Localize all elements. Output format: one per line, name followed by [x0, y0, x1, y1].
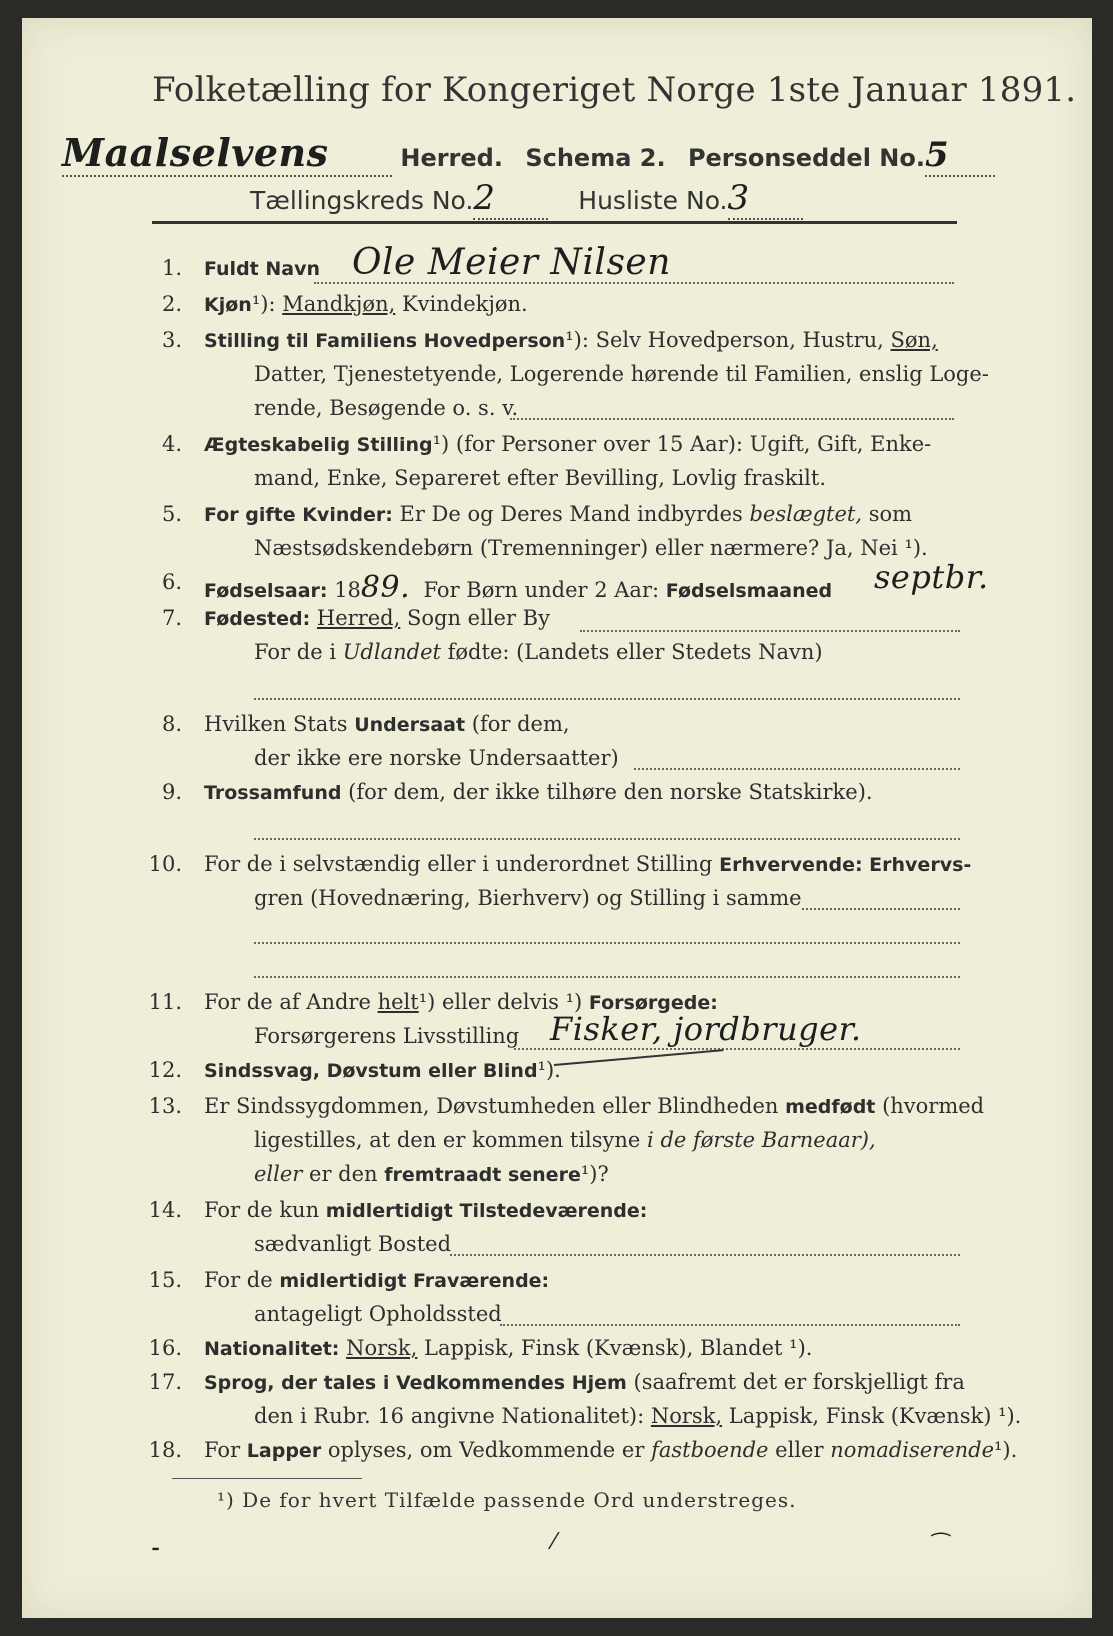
provider-occupation-handwritten: Fisker, jordbruger. [550, 1010, 862, 1048]
question-label: Ægteskabelig Stilling [204, 434, 433, 456]
question-number: 12. [148, 1058, 182, 1082]
question-number: 16. [148, 1336, 182, 1360]
question-label: Forsørgede: [588, 992, 718, 1014]
answer-line [254, 698, 960, 700]
footnote-rule [172, 1478, 362, 1479]
herred-name-handwritten: Maalselvens [62, 130, 392, 177]
question-number: 1. [161, 256, 182, 280]
selected-option: Søn, [890, 328, 938, 352]
selected-option: Herred, [316, 606, 401, 630]
husliste-number-handwritten: 3 [728, 178, 803, 220]
selected-option: helt [377, 990, 419, 1014]
question-number: 3. [161, 328, 182, 352]
question-label: For gifte Kvinder: [204, 504, 393, 526]
full-name-handwritten: Ole Meier Nilsen [352, 242, 671, 283]
question-number: 13. [148, 1094, 182, 1118]
answer-line [314, 282, 954, 284]
taellingskreds-number-handwritten: 2 [473, 178, 548, 220]
schema-label: Schema 2. [525, 144, 666, 172]
question-number: 11. [148, 990, 182, 1014]
question-label: Kjøn [204, 294, 252, 316]
question-number: 7. [161, 606, 182, 630]
margin-mark: ⁃ [150, 1538, 161, 1563]
handwritten-stroke [554, 1049, 724, 1066]
question-number: 8. [161, 712, 182, 736]
answer-line [634, 768, 960, 770]
question-number: 5. [161, 502, 182, 526]
header-line-1 [62, 130, 995, 177]
herred-label: Herred. [400, 144, 503, 172]
question-number: 18. [148, 1438, 182, 1462]
question-label: Sindssvag, Døvstum eller Blind [204, 1060, 538, 1082]
question-label: Sprog, der tales i Vedkommendes Hjem [204, 1372, 627, 1394]
question-number: 17. [148, 1370, 182, 1394]
answer-line [802, 908, 960, 910]
question-label: midlertidigt Fraværende: [279, 1270, 550, 1292]
question-label: Undersaat [354, 714, 466, 736]
answer-line [500, 1324, 960, 1326]
question-number: 4. [161, 432, 182, 456]
selected-option: Norsk, [650, 1404, 723, 1428]
question-label: Fødselsaar: [204, 580, 328, 602]
form-title: Folketælling for Kongeriget Norge 1ste Januar 1891. [152, 70, 1077, 110]
answer-line [580, 630, 960, 632]
question-label: medfødt [785, 1096, 876, 1118]
answer-line [254, 976, 960, 978]
question-label: Lapper [246, 1440, 322, 1462]
question-number: 2. [161, 292, 182, 316]
question-label: Fuldt Navn [204, 258, 321, 280]
personseddel-label: Personseddel No. [687, 144, 925, 172]
question-number: 6. [161, 570, 182, 594]
question-number: 14. [148, 1198, 182, 1222]
selected-option: Mandkjøn, [282, 292, 396, 316]
question-label: midlertidigt Tilstedeværende: [325, 1200, 648, 1222]
personseddel-number-handwritten: 5 [925, 135, 995, 177]
header-rule [152, 221, 957, 224]
question-label: Fødested: [204, 608, 311, 630]
question-number: 15. [148, 1268, 182, 1292]
answer-line [254, 838, 960, 840]
question-label: Trossamfund [204, 782, 342, 804]
husliste-label: Husliste No. [578, 186, 728, 215]
question-label: Stilling til Familiens Hovedperson [204, 330, 566, 352]
margin-mark: ⁄ [552, 1530, 556, 1555]
answer-line [450, 1254, 960, 1256]
footnote: ¹) De for hvert Tilfælde passende Ord understreges. [217, 1488, 797, 1512]
answer-line [254, 942, 960, 944]
question-number: 10. [148, 852, 182, 876]
birth-year-handwritten: 89. [360, 570, 411, 605]
question-number: 9. [161, 780, 182, 804]
margin-mark: ⁀ [932, 1534, 950, 1559]
taellingskreds-label: Tællingskreds No. [250, 186, 474, 215]
birth-month-handwritten: septbr. [874, 558, 989, 596]
answer-line [510, 418, 954, 420]
header-line-2 [250, 178, 803, 220]
answer-line [514, 1048, 960, 1050]
census-form-page: Folketælling for Kongeriget Norge 1ste Januar 1891. Maalselvens Herred. Schema 2. Personseddel No.5 Tællingskreds No.2 Husliste No.3 1. Fuldt Navn Ole Meier Nilsen 2. Kjøn¹): Mandkjøn, Kvindekjøn. 3. Stilling til Familiens Hovedperson¹): Selv Hovedperson, Hustru, Søn, Datter, Tjenestetyende, Logerende hørende til Familien, enslig Loge- rende, Besøgende o. s. v. 4. Ægteskabelig Stilling¹) (for Personer over 15 Aar): Ugift, Gift, Enke- mand, Enke, Separeret efter Bevilling, Lovlig fraskilt. 5. For gifte Kvinder: Er De og Deres Mand indbyrdes beslægtet, som Næstsødskendebørn (Tremenninger) eller nærmere? Ja, Nei ¹). 6. Fødselsaar: 1889. For Børn under 2 Aar: Fødselsmaaned septbr. 7. Fødested: Herred, Sogn eller By For de i Udlandet fødte: (Landets eller Stedets Navn) 8. Hvilken Stats Undersaat (for dem, der ikke ere norske Undersaatter) 9. Trossamfund (for dem, der ikke tilhøre den norske Statskirke). 10. For de i selvstændig eller i underordnet Stilling Erhvervende: Erhvervs- gren (Hovednæring, Bierhverv) og Stilling i samme 11. For de af Andre helt¹) eller delvis ¹) Forsørgede: Forsørgerens Livsstilling Fisker, jordbruger. 12. Sindssvag, Døvstum eller Blind¹). 13. Er Sindssygdommen, Døvstumheden eller Blindheden medfødt (hvormed ligestilles, at den er kommen tilsyne i de første Barneaar), eller er den fremtraadt senere¹)? 14. For de kun midlertidigt Tilstedeværende: sædvanligt Bosted 15. For de midlertidigt Fraværende: antageligt Opholdssted 16. Nationalitet: Norsk, Lappisk, Finsk (Kvænsk), Blandet ¹). 17. Sprog, der tales i Vedkommendes Hjem (saafremt det er forskjelligt fra den i Rubr. 16 angivne Nationalitet): Norsk, Lappisk, Finsk (Kvænsk) ¹). 18. For Lapper oplyses, om Vedkommende er fastboende eller nomadiserende¹). ¹) De for hvert Tilfælde passende Ord understreges. ⁃ ⁄ ⁀ [22, 18, 1092, 1618]
selected-option: Norsk, [346, 1336, 418, 1360]
question-label: Nationalitet: [204, 1338, 340, 1360]
question-label: Erhvervende: Erhvervs- [719, 854, 972, 876]
